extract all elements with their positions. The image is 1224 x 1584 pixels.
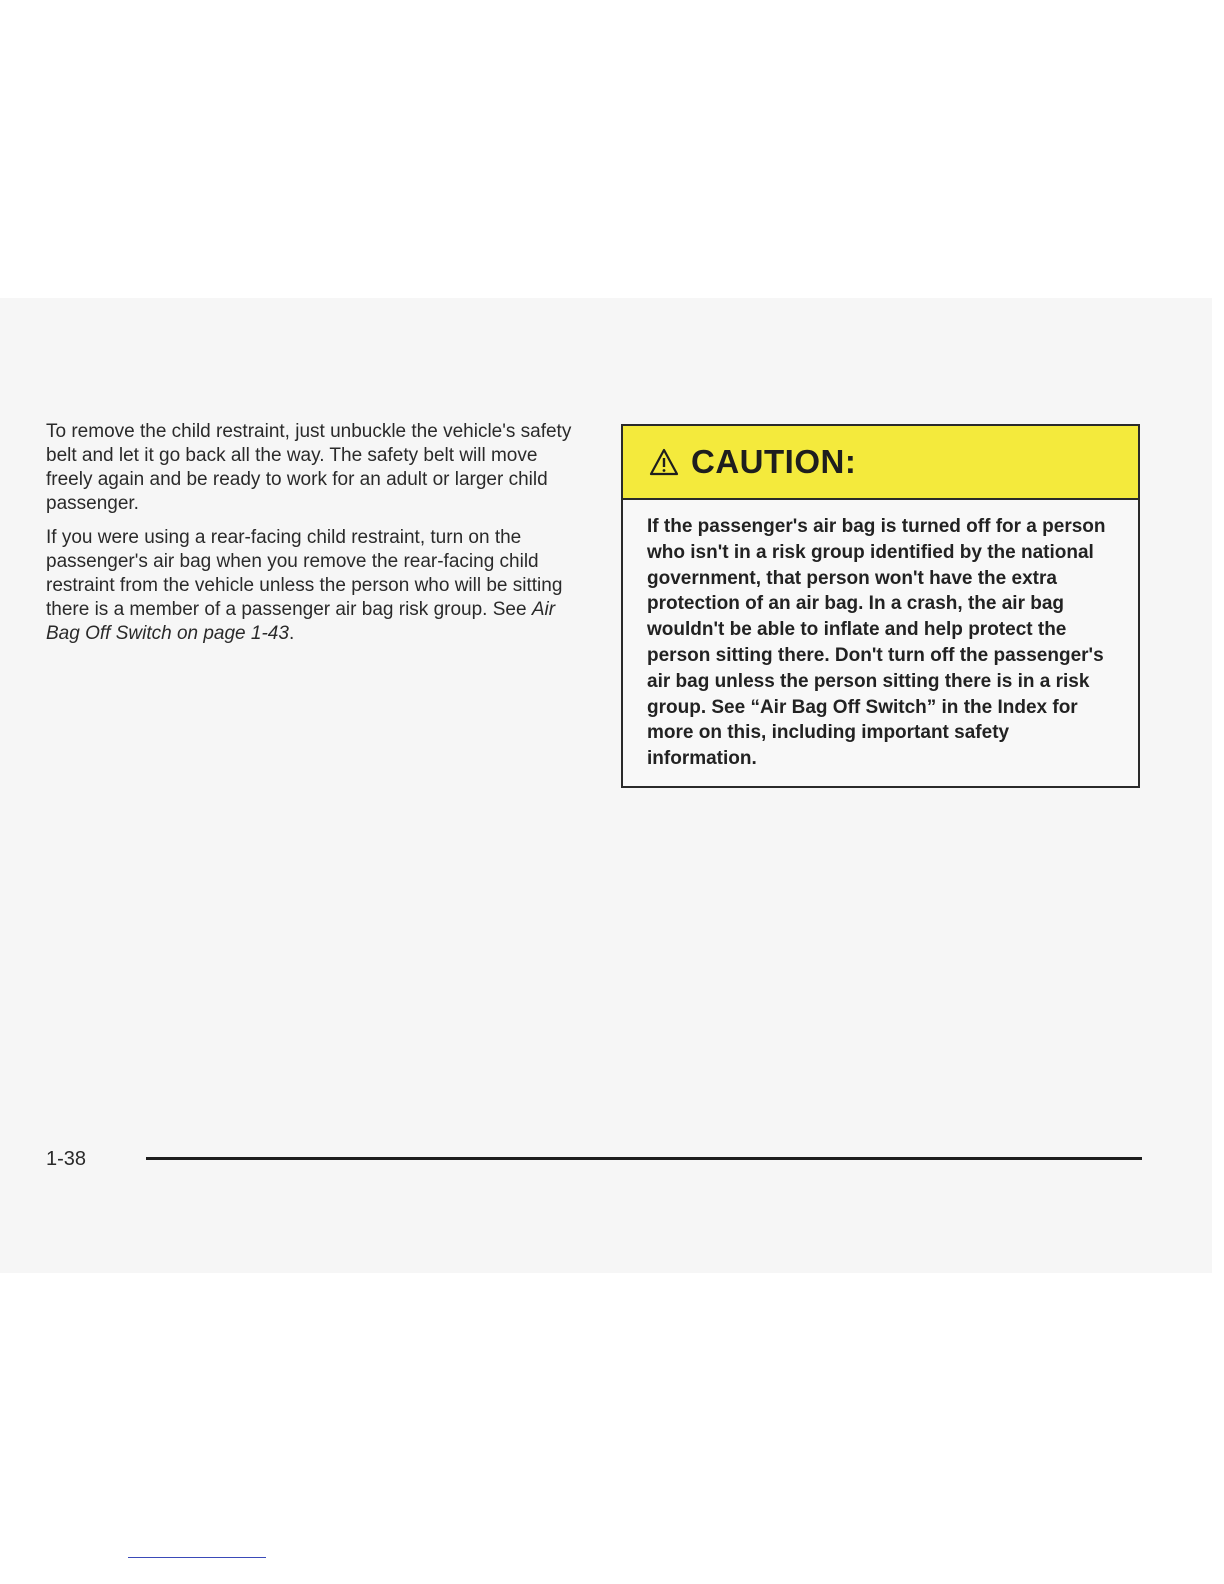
- bottom-divider: [128, 1557, 266, 1558]
- caution-header: [623, 426, 1138, 500]
- caution-title: CAUTION:: [691, 443, 857, 480]
- body-text-column: [46, 420, 586, 656]
- paragraph-remove-restraint: To remove the child restraint, just unbuckle the vehicle's safety belt and let it go back all the way. The safety belt will move freely again and be ready to work for an adult or larger child passenger.: [46, 421, 572, 514]
- paragraph-rear-facing-end: .: [288, 623, 295, 644]
- footer-divider: [146, 1157, 1142, 1160]
- cross-reference-link[interactable]: Air Bag Off Switch on page 1-43: [46, 599, 556, 644]
- page-number: 1-38: [46, 1148, 87, 1170]
- caution-body-text: If the passenger's air bag is turned off for a person who isn't in a risk group identified by the national government, that person won't have the extra protection of an air bag. In a crash, the air bag wouldn't be able to inflate and help protect the person sitting there. Don't turn off the passenger's air bag unless the person sitting there is in a risk group. See “Air Bag Off Switch” in the Index for more on this, including important safety information.: [647, 516, 1106, 770]
- caution-box: [621, 424, 1140, 788]
- paragraph-rear-facing-text: If you were using a rear-facing child restraint, turn on the passenger's air bag when you remove the rear-facing child restraint from the vehicle unless the person who will be sitting there is a member of a passenger air bag risk group. See: [46, 527, 563, 620]
- paragraph-rear-facing: [46, 526, 586, 646]
- warning-triangle-icon: [649, 448, 679, 476]
